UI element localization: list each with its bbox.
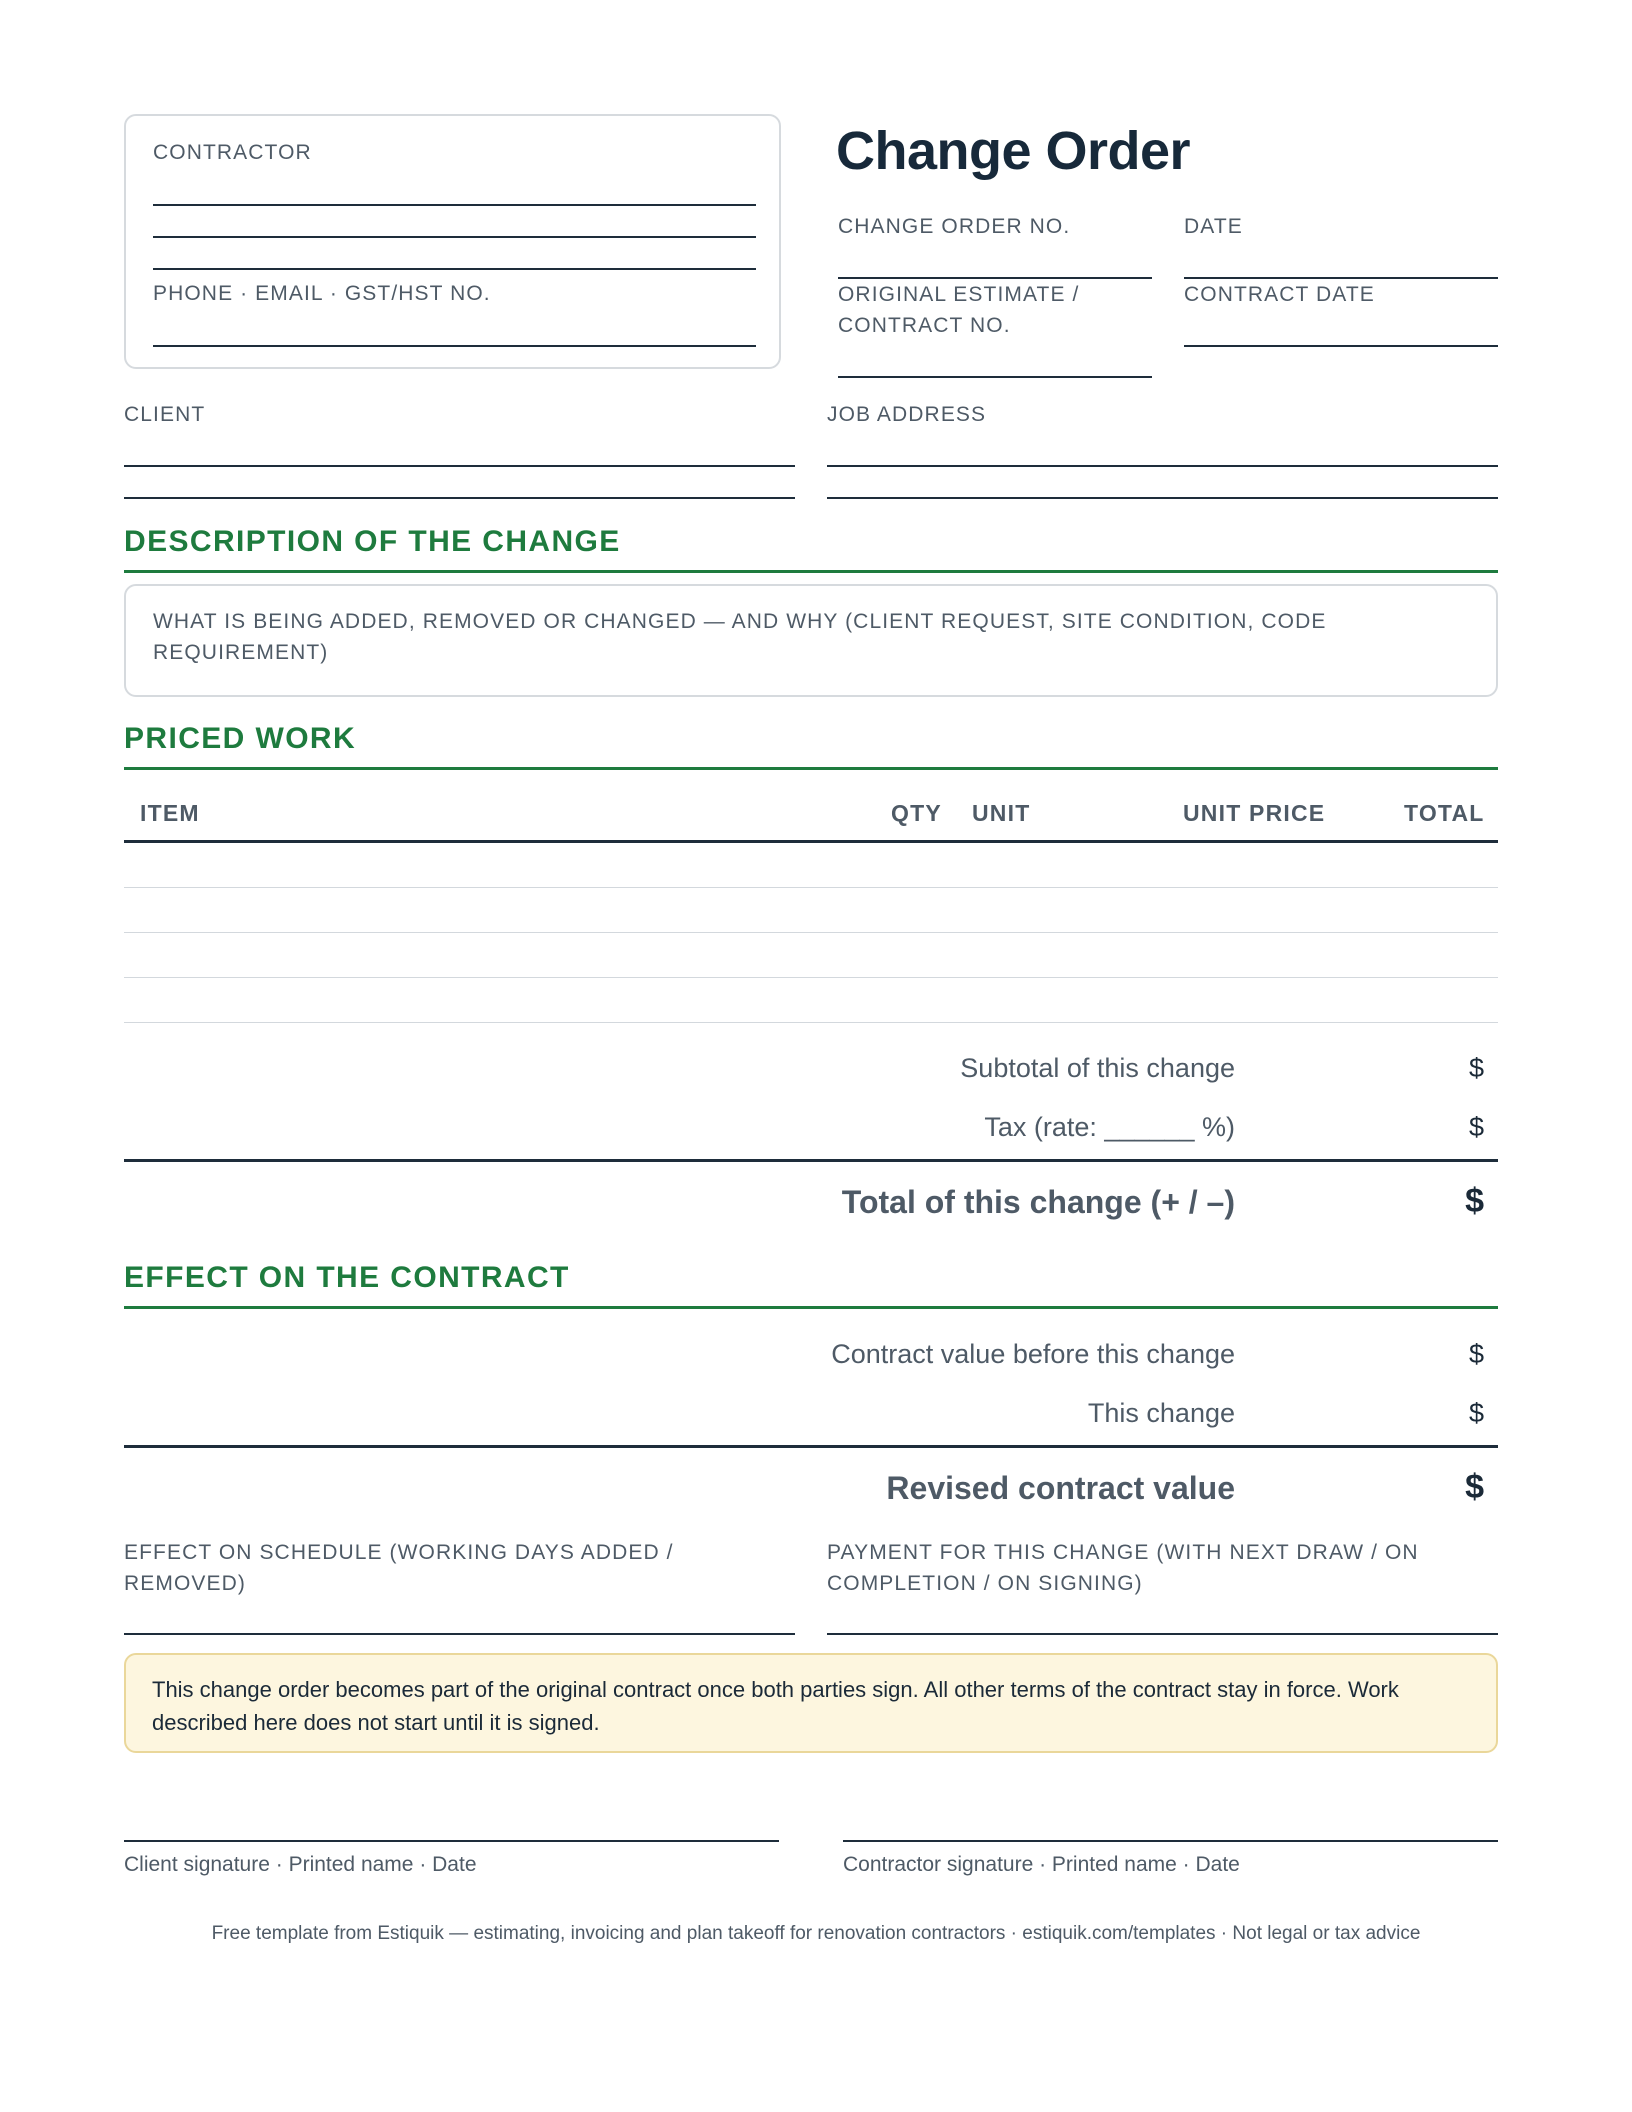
contractor-line-3[interactable] [153, 268, 756, 270]
contract-date-label: CONTRACT DATE [1184, 283, 1375, 306]
schedule-label-1: EFFECT ON SCHEDULE (WORKING DAYS ADDED / [124, 1541, 674, 1564]
terms-notice-line-2: described here does not start until it is signed. [152, 1710, 600, 1735]
description-box[interactable] [124, 584, 1498, 697]
job-address-label: JOB ADDRESS [827, 403, 987, 426]
original-estimate-label-1: ORIGINAL ESTIMATE / [838, 283, 1080, 306]
job-address-line-1[interactable] [827, 465, 1498, 467]
page-title: Change Order [836, 121, 1191, 181]
revised-label: Revised contract value [886, 1470, 1235, 1506]
terms-notice [124, 1653, 1498, 1753]
this-change-currency: $ [1468, 1398, 1484, 1428]
footer-text: Free template from Estiquik — estimating, invoicing and plan takeoff for renovation contractors · estiquik.com/templates · Not legal or tax advice [211, 1923, 1421, 1944]
payment-label-2: COMPLETION / ON SIGNING) [827, 1572, 1143, 1595]
terms-notice-line-1: This change order becomes part of the original contract once both parties sign. All other terms of the contract stay in force. Work [152, 1677, 1399, 1702]
contractor-line-2[interactable] [153, 236, 756, 238]
description-heading: DESCRIPTION OF THE CHANGE [124, 525, 621, 558]
table-header-rule [124, 840, 1498, 843]
contract-before-currency: $ [1468, 1339, 1484, 1369]
total-currency: $ [1465, 1182, 1484, 1220]
schedule-line[interactable] [124, 1633, 795, 1635]
table-row[interactable] [124, 932, 1498, 933]
column-unit: UNIT [972, 800, 1031, 826]
contact-label: PHONE · EMAIL · GST/HST NO. [153, 282, 491, 305]
contract-before-label: Contract value before this change [831, 1339, 1235, 1369]
payment-label-1: PAYMENT FOR THIS CHANGE (WITH NEXT DRAW / ON [827, 1541, 1419, 1564]
contractor-label: CONTRACTOR [153, 141, 312, 164]
table-row[interactable] [124, 887, 1498, 888]
subtotal-label: Subtotal of this change [960, 1053, 1235, 1083]
column-item: ITEM [140, 800, 200, 826]
tax-label: Tax (rate: ______ %) [984, 1112, 1235, 1142]
column-qty: QTY [891, 800, 942, 826]
table-row[interactable] [124, 1022, 1498, 1023]
contact-line[interactable] [153, 345, 756, 347]
column-total: TOTAL [1404, 800, 1485, 826]
tax-currency: $ [1468, 1112, 1484, 1142]
subtotal-currency: $ [1468, 1053, 1484, 1083]
schedule-label-2: REMOVED) [124, 1572, 246, 1595]
contractor-signature-label: Contractor signature · Printed name · Date [843, 1853, 1240, 1876]
table-row[interactable] [124, 977, 1498, 978]
this-change-label: This change [1087, 1398, 1235, 1428]
priced-work-heading: PRICED WORK [124, 722, 357, 755]
payment-line[interactable] [827, 1633, 1498, 1635]
job-address-line-2[interactable] [827, 497, 1498, 499]
change-order-no-label: CHANGE ORDER NO. [838, 215, 1071, 238]
effect-rule [124, 1306, 1498, 1309]
column-unit-price: UNIT PRICE [1183, 800, 1326, 826]
original-estimate-label-2: CONTRACT NO. [838, 314, 1011, 337]
description-rule [124, 570, 1498, 573]
effect-heading: EFFECT ON THE CONTRACT [124, 1261, 570, 1294]
original-estimate-line[interactable] [838, 376, 1152, 378]
date-label: DATE [1184, 215, 1243, 238]
revised-currency: $ [1465, 1468, 1484, 1506]
client-line-2[interactable] [124, 497, 795, 499]
contractor-signature-line[interactable] [843, 1840, 1498, 1842]
contract-date-line[interactable] [1184, 345, 1498, 347]
client-line-1[interactable] [124, 465, 795, 467]
client-signature-label: Client signature · Printed name · Date [124, 1853, 477, 1876]
client-signature-line[interactable] [124, 1840, 779, 1842]
revised-rule [124, 1445, 1498, 1448]
contractor-line-1[interactable] [153, 204, 756, 206]
contractor-box [124, 114, 781, 369]
client-label: CLIENT [124, 403, 206, 426]
description-prompt-2: REQUIREMENT) [153, 641, 329, 664]
description-prompt-1: WHAT IS BEING ADDED, REMOVED OR CHANGED — AND WHY (CLIENT REQUEST, SITE CONDITION, CODE [153, 610, 1327, 633]
total-rule [124, 1159, 1498, 1162]
priced-work-rule [124, 767, 1498, 770]
total-label: Total of this change (+ / –) [841, 1184, 1235, 1220]
